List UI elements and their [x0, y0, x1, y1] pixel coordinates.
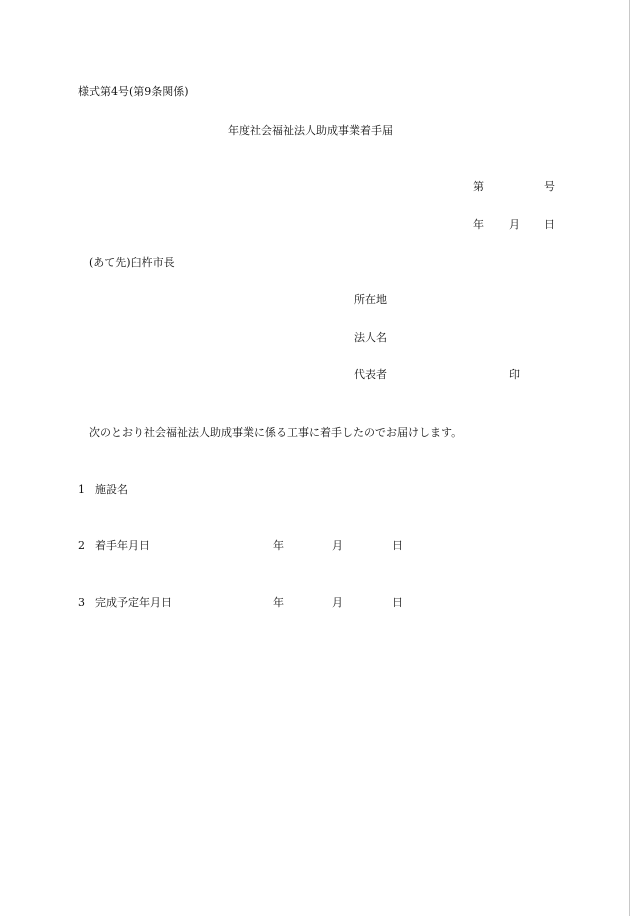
item-3-month: 月: [332, 596, 343, 609]
item-2-day: 日: [392, 539, 403, 552]
item-2-label: 着手年月日: [95, 539, 150, 552]
body-text: 次のとおり社会福祉法人助成事業に係る工事に着手したのでお届けします。: [89, 426, 463, 439]
corporation-name-label: 法人名: [354, 331, 387, 344]
date-day: 日: [544, 218, 555, 231]
form-number: 様式第4号(第9条関係): [78, 85, 189, 98]
item-3-label: 完成予定年月日: [95, 596, 172, 609]
seal-mark: 印: [509, 368, 520, 381]
date-year: 年: [473, 218, 484, 231]
item-2-year: 年: [273, 539, 284, 552]
doc-number-prefix: 第: [473, 180, 484, 193]
doc-number-suffix: 号: [544, 180, 555, 193]
representative-label: 代表者: [354, 368, 387, 381]
item-2-month: 月: [332, 539, 343, 552]
item-3-year: 年: [273, 596, 284, 609]
item-3-number: 3: [78, 596, 85, 609]
item-2-number: 2: [78, 539, 85, 552]
item-1-number: 1: [78, 483, 85, 496]
date-month: 月: [509, 218, 520, 231]
addressee: (あて先)臼杵市長: [89, 256, 175, 269]
item-1-label: 施設名: [95, 483, 128, 496]
item-3-day: 日: [392, 596, 403, 609]
document-title: 年度社会福祉法人助成事業着手届: [228, 124, 393, 137]
address-label: 所在地: [354, 293, 387, 306]
